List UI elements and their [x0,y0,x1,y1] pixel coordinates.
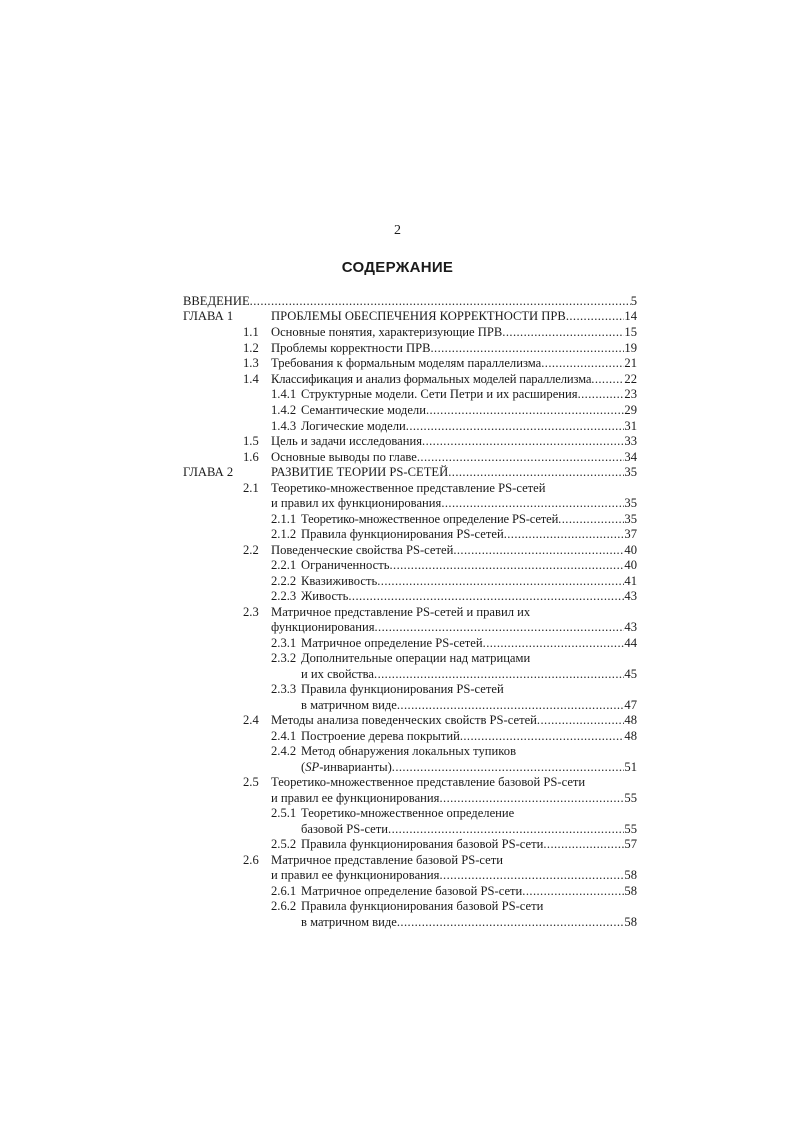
toc-label: РАЗВИТИЕ ТЕОРИИ PS-СЕТЕЙ [271,465,449,479]
toc-entry-2-3-3-heading[interactable] [271,681,504,697]
toc-entry-2-4-1[interactable] [271,728,637,744]
toc-page: 57 [624,837,637,851]
toc-number: 1.4.1 [271,387,297,401]
toc-number: 2.5.1 [271,806,297,820]
toc-entry-2-4-2-heading[interactable] [271,743,516,759]
toc-label: Живость [301,589,349,603]
toc-entry-1-4-2[interactable] [271,402,637,418]
toc-page: 33 [624,434,637,448]
toc-entry-1-4-3[interactable] [271,418,637,434]
toc-label-continuation: в матричном виде [301,915,397,929]
toc-number: ГЛАВА 2 [183,465,234,479]
toc-label: ПРОБЛЕМЫ ОБЕСПЕЧЕНИЯ КОРРЕКТНОСТИ ПРВ [271,309,566,323]
toc-label: Теоретико-множественное определение [301,806,515,820]
toc-number: 2.4 [243,713,259,727]
toc-page: 58 [624,884,637,898]
toc-page: 55 [624,791,637,805]
toc-number: 2.1 [243,481,259,495]
toc-page: 58 [624,915,637,929]
toc-entry-2-3-heading[interactable] [243,604,530,620]
toc-page: 35 [624,465,637,479]
toc-number: 1.4.3 [271,419,297,433]
toc-label: Матричное представление базовой PS-сети [271,853,504,867]
toc-label: Проблемы корректности ПРВ [271,341,431,355]
toc-label: Теоретико-множественное представление базовой PS-сети [271,775,586,789]
toc-label: Классификация и анализ формальных моделей параллелизма [271,372,592,386]
toc-label: Правила функционирования PS-сетей [301,527,504,541]
toc-entry-2-5-heading[interactable] [243,774,585,790]
toc-entry-2-6-2-heading[interactable] [271,898,543,914]
toc-page: 14 [624,309,637,323]
paren: ( [301,760,306,774]
toc-page: 29 [624,403,637,417]
toc-page: 19 [624,341,637,355]
cont-text: -инварианты) [319,760,392,774]
toc-page: 40 [624,543,637,557]
toc-entry-1-1[interactable] [243,324,637,340]
toc-number: 2.5.2 [271,837,297,851]
toc-entry-2-5-2[interactable] [271,836,637,852]
toc-number: 2.3 [243,605,259,619]
toc-label-continuation: функционирования [271,620,375,634]
toc-label: Квазиживость [301,574,378,588]
toc-entry-1-4-1[interactable] [271,386,637,402]
toc-page: 37 [624,527,637,541]
toc-entry-1-5[interactable] [243,433,637,449]
toc-entry-2-3-2[interactable] [301,666,637,682]
toc-label: Теоретико-множественное определение PS-сетей [301,512,559,526]
toc-entry-2-1-2[interactable] [271,526,637,542]
toc-number: 1.1 [243,325,259,339]
toc-label: Основные понятия, характеризующие ПРВ [271,325,503,339]
toc-entry-intro[interactable] [183,293,637,309]
toc-label: Построение дерева покрытий [301,729,460,743]
toc-entry-2-6-2[interactable] [301,914,637,930]
toc-label: Основные выводы по главе [271,450,417,464]
toc-label: ВВЕДЕНИЕ [183,294,250,308]
toc-label-continuation: и правил ее функционирования [271,868,440,882]
toc-page: 45 [624,667,637,681]
sp-italic: SP [305,760,320,774]
toc-label-continuation: в матричном виде [301,698,397,712]
toc-label: Ограниченность [301,558,390,572]
toc-page: 55 [624,822,637,836]
toc-number: 1.5 [243,434,259,448]
toc-entry-2-2-3[interactable] [271,588,637,604]
toc-entry-2-5[interactable] [271,790,637,806]
toc-number: 1.3 [243,356,259,370]
toc-entry-2-3-1[interactable] [271,635,637,651]
toc-number: 2.4.2 [271,744,297,758]
toc-number: 2.5 [243,775,259,789]
toc-label-continuation: базовой PS-сети [301,822,389,836]
toc-number: 2.6.2 [271,899,297,913]
toc-page: 21 [624,356,637,370]
toc-label: Правила функционирования базовой PS-сети [301,837,544,851]
toc-entry-2-4[interactable] [243,712,637,728]
toc-number: 2.3.2 [271,651,297,665]
toc-number: 2.1.1 [271,512,297,526]
toc-entry-2-3-3[interactable] [301,697,637,713]
toc-entry-2-6[interactable] [271,867,637,883]
toc-page: 48 [624,713,637,727]
toc-number: ГЛАВА 1 [183,309,234,323]
toc-entry-2-2-1[interactable] [271,557,637,573]
toc-entry-1-3[interactable] [243,355,637,371]
toc-entry-2-1[interactable] [271,495,637,511]
toc-page: 58 [624,868,637,882]
toc-number: 2.2.2 [271,574,297,588]
toc-page: 5 [630,294,637,308]
toc-page: 51 [624,760,637,774]
toc-number: 2.4.1 [271,729,297,743]
toc-entry-2-4-2[interactable] [301,759,637,775]
toc-page: 43 [624,589,637,603]
toc-entry-2-3[interactable] [271,619,637,635]
toc-number: 1.6 [243,450,259,464]
toc-label: Требования к формальным моделям параллелизма [271,356,542,370]
page-number: 2 [394,223,401,238]
toc-number: 2.2 [243,543,259,557]
toc-entry-1-4[interactable] [243,371,637,387]
toc-entry-2-6-heading[interactable] [243,852,503,868]
toc-page: 48 [624,729,637,743]
toc-label: Правила функционирования PS-сетей [301,682,504,696]
toc-number: 1.4.2 [271,403,297,417]
toc-label: Матричное определение PS-сетей [301,636,483,650]
toc-page: 41 [624,574,637,588]
toc-number: 1.4 [243,372,259,386]
toc-page: 40 [624,558,637,572]
toc-page: 47 [624,698,637,712]
toc-number: 2.3.3 [271,682,297,696]
toc-number: 2.2.3 [271,589,297,603]
toc-entry-2-5-1[interactable] [301,821,637,837]
toc-page: 23 [624,387,637,401]
toc-page: 34 [624,450,637,464]
toc-number: 2.2.1 [271,558,297,572]
toc-number: 1.2 [243,341,259,355]
toc-entry-2-1-1[interactable] [271,511,637,527]
toc-label: Семантические модели [301,403,426,417]
toc-entry-1-6[interactable] [243,449,637,465]
toc-label: Дополнительные операции над матрицами [301,651,531,665]
toc-entry-chapter-2[interactable] [183,464,637,480]
toc-number: 2.6.1 [271,884,297,898]
toc-entry-2-5-1-heading[interactable] [271,805,514,821]
toc-entry-2-6-1[interactable] [271,883,637,899]
toc-number: 2.1.2 [271,527,297,541]
toc-page: 35 [624,512,637,526]
toc-label-continuation: и их свойства [301,667,375,681]
toc-label: Логические модели [301,419,406,433]
page-title: СОДЕРЖАНИЕ [341,259,454,276]
toc-page: 35 [624,496,637,510]
toc-page: 15 [624,325,637,339]
toc-label: Матричное представление PS-сетей и правил их [271,605,531,619]
toc-page: 44 [624,636,637,650]
toc-label: Матричное определение базовой PS-сети [301,884,523,898]
toc-number: 2.3.1 [271,636,297,650]
toc-entry-2-2[interactable] [243,542,637,558]
toc-label: Методы анализа поведенческих свойств PS-сетей [271,713,537,727]
toc-entry-2-1-heading[interactable] [243,480,546,496]
toc-label: Поведенческие свойства PS-сетей [271,543,454,557]
toc-number: 2.6 [243,853,259,867]
toc-label: Теоретико-множественное представление PS-сетей [271,481,546,495]
toc-label: Цель и задачи исследования [271,434,423,448]
toc-page: 43 [624,620,637,634]
toc-label: Метод обнаружения локальных тупиков [301,744,517,758]
toc-entry-2-2-2[interactable] [271,573,637,589]
toc-label: Правила функционирования базовой PS-сети [301,899,544,913]
toc-label-continuation: и правил ее функционирования [271,791,440,805]
toc-entry-2-3-2-heading[interactable] [271,650,530,666]
toc-entry-chapter-1[interactable] [183,308,637,324]
toc-page: 22 [624,372,637,386]
toc-label-continuation: и правил их функционирования [271,496,442,510]
toc-page: 31 [624,419,637,433]
toc-label-continuation [301,759,392,775]
toc-label: Структурные модели. Сети Петри и их расширения [301,387,578,401]
toc-entry-1-2[interactable] [243,340,637,356]
